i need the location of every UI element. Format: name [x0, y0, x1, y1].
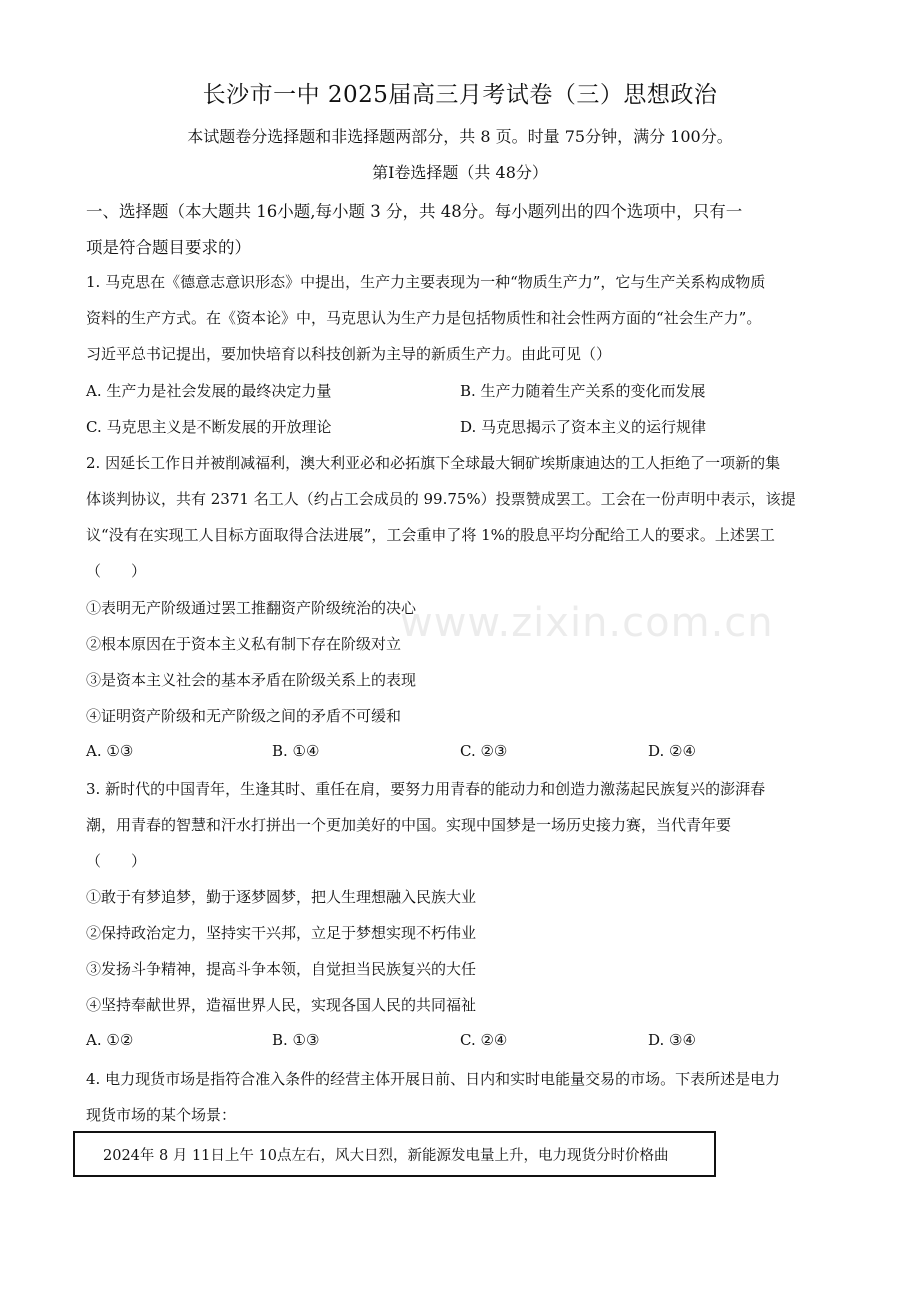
q3-stem-line3: （ ） — [86, 852, 147, 870]
watermark: www.zixin.com.cn — [400, 600, 774, 646]
q4-stem-line2: 现货市场的某个场景： — [86, 1106, 237, 1124]
q2-stem-line1: 2. 因延长工作日并被削减福利，澳大利亚必和必拓旗下全球最大铜矿埃斯康迪达的工人拒绝了一项新的集 — [86, 454, 781, 472]
q3-item-1: ①敢于有梦追梦，勤于逐梦圆梦，把人生理想融入民族大业 — [86, 888, 477, 906]
q3-item-2: ②保持政治定力，坚持实干兴邦，立足于梦想实现不朽伟业 — [86, 924, 477, 942]
scenario-table — [73, 1131, 716, 1177]
q2-option-b: B. ①④ — [272, 742, 320, 760]
q2-item-1: ①表明无产阶级通过罢工推翻资产阶级统治的决心 — [86, 599, 417, 617]
q2-option-a: A. ①③ — [86, 742, 134, 760]
q3-stem-line1: 3. 新时代的中国青年，生逢其时、重任在肩，要努力用青春的能动力和创造力激荡起民族复兴的澎湃春 — [86, 780, 766, 798]
q1-stem-line3: 习近平总书记提出，要加快培育以科技创新为主导的新质生产力。由此可见（） — [86, 345, 612, 363]
q2-stem-line2: 体谈判协议，共有 2371 名工人（约占工会成员的 99.75%）投票赞成罢工。工会在一份声明中表示，该提 — [86, 490, 796, 508]
scenario-table-text: 2024年 8 月 11日上午 10点左右，风大日烈，新能源发电量上升，电力现货分时价格曲 — [103, 1148, 669, 1164]
q2-option-d: D. ②④ — [648, 742, 696, 760]
q3-item-3: ③发扬斗争精神，提高斗争本领，自觉担当民族复兴的大任 — [86, 960, 477, 978]
q2-item-3: ③是资本主义社会的基本矛盾在阶级关系上的表现 — [86, 671, 417, 689]
part-title: 第Ⅰ卷选择题（共 48分） — [372, 163, 548, 182]
q1-option-d: D. 马克思揭示了资本主义的运行规律 — [460, 418, 707, 436]
q1-stem-line2: 资料的生产方式。在《资本论》中，马克思认为生产力是包括物质性和社会性两方面的“社会生产力”。 — [86, 309, 762, 327]
q3-stem-line2: 潮，用青春的智慧和汗水打拼出一个更加美好的中国。实现中国梦是一场历史接力赛，当代青年要 — [86, 816, 732, 834]
exam-title: 长沙市一中 2025届高三月考试卷（三）思想政治 — [202, 82, 718, 108]
q2-option-c: C. ②③ — [460, 742, 508, 760]
section-heading-line2: 项是符合题目要求的） — [86, 238, 251, 257]
q2-item-2: ②根本原因在于资本主义私有制下存在阶级对立 — [86, 635, 402, 653]
q2-item-4: ④证明资产阶级和无产阶级之间的矛盾不可缓和 — [86, 707, 402, 725]
q1-option-c: C. 马克思主义是不断发展的开放理论 — [86, 418, 332, 436]
q4-stem-line1: 4. 电力现货市场是指符合准入条件的经营主体开展日前、日内和实时电能量交易的市场。下表所述是电力 — [86, 1070, 781, 1088]
q1-stem-line1: 1. 马克思在《德意志意识形态》中提出，生产力主要表现为一种“物质生产力”，它与生产关系构成物质 — [86, 273, 766, 291]
q3-option-d: D. ③④ — [648, 1031, 696, 1049]
section-heading-line1: 一、选择题（本大题共 16小题,每小题 3 分，共 48分。每小题列出的四个选项中，只有一 — [86, 202, 743, 221]
q3-option-c: C. ②④ — [460, 1031, 508, 1049]
q1-option-a: A. 生产力是社会发展的最终决定力量 — [86, 382, 332, 400]
exam-subtitle: 本试题卷分选择题和非选择题两部分，共 8 页。时量 75分钟，满分 100分。 — [187, 127, 733, 146]
q3-option-a: A. ①② — [86, 1031, 134, 1049]
q1-option-b: B. 生产力随着生产关系的变化而发展 — [460, 382, 706, 400]
q3-option-b: B. ①③ — [272, 1031, 320, 1049]
q2-stem-line3: 议“没有在实现工人目标方面取得合法进展”，工会重申了将 1%的股息平均分配给工人的要求。上述罢工 — [86, 526, 775, 544]
q3-item-4: ④坚持奉献世界，造福世界人民，实现各国人民的共同福祉 — [86, 996, 477, 1014]
q2-stem-line4: （ ） — [86, 562, 147, 580]
